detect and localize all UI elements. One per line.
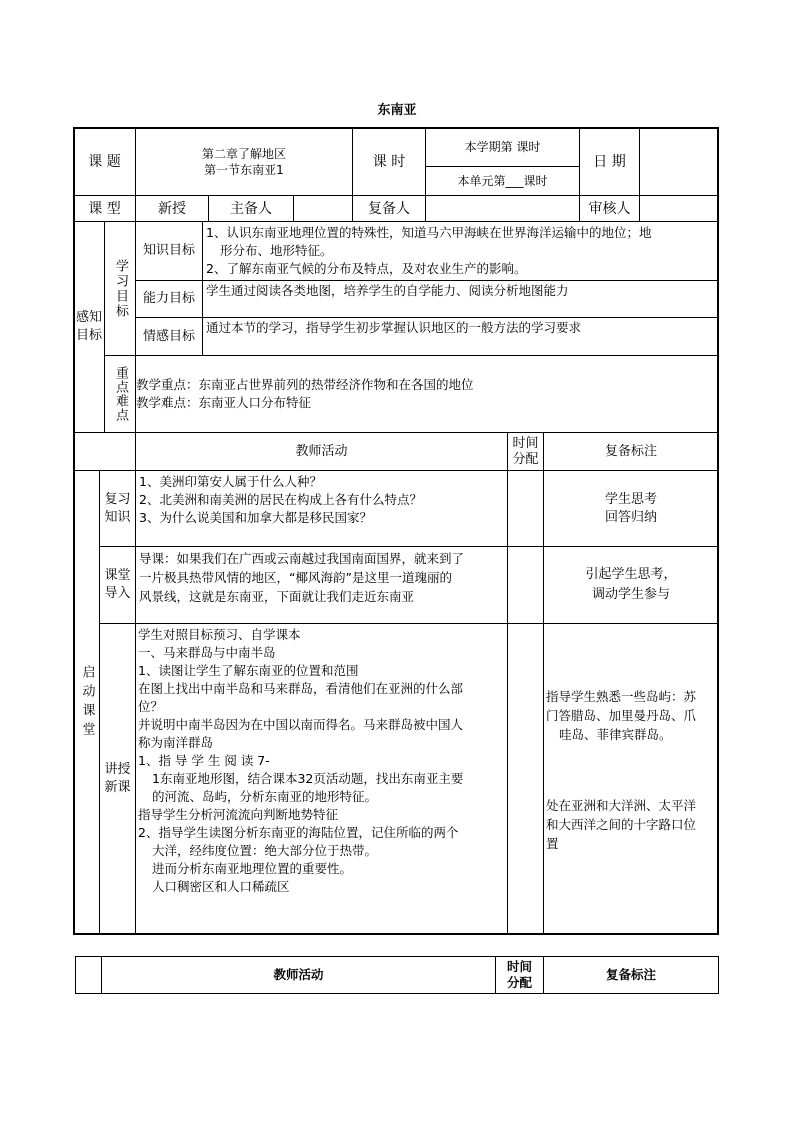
teach-line: 指导学生分析河流流向判断地势特征 [138, 807, 339, 822]
intro-time[interactable] [507, 546, 544, 624]
review-notes [543, 470, 719, 547]
teach-note2 [546, 796, 696, 853]
reviewer-value[interactable] [639, 195, 719, 222]
teach-line: 的河流、岛屿，分析东南亚的地形特征。 [152, 789, 378, 804]
footer-time-text: 时间分配 [506, 959, 532, 990]
teach-line: 并说明中南半岛因为在中国以南而得名。马来群岛被中国人 [138, 717, 464, 732]
teach-note1 [546, 687, 696, 744]
knowledge-goal-content [202, 221, 719, 281]
emotion-goal-content: 通过本节的学习，指导学生初步掌握认识地区的一般方法的学习要求 [202, 317, 719, 356]
difficult-point: 教学难点：东南亚人口分布特征 [136, 395, 312, 410]
intro-label [99, 546, 136, 624]
teach-line: 1东南亚地形图，结合课本32页活动题，找出东南亚主要 [152, 771, 464, 786]
review-label-text: 复习知识 [104, 491, 131, 525]
footer-time [495, 956, 544, 994]
activity-header-blank [73, 432, 136, 471]
footer-notes: 复备标注 [543, 956, 719, 994]
intro-line: 导课：如果我们在广西或云南越过我国南面国界，就来到了 [139, 551, 465, 566]
teach-label-text: 讲授新课 [104, 762, 131, 795]
preparer-label: 主备人 [208, 195, 294, 222]
reviewer-label: 审核人 [579, 195, 640, 222]
date-value[interactable] [639, 127, 719, 196]
goals-section-text: 感知目标 [76, 310, 103, 343]
course-title-line2: 第一节东南亚1 [204, 162, 284, 177]
footer-teacher: 教师活动 [101, 956, 496, 994]
teach-line: 一、马来群岛与中南半岛 [138, 645, 276, 660]
intro-note-line: 引起学生思考， [585, 567, 677, 582]
footer-blank [75, 956, 102, 994]
teach-notes [543, 623, 719, 935]
knowledge-goal-label: 知识目标 [135, 221, 203, 281]
type-value: 新授 [135, 195, 209, 222]
teach-note1-line: 指导学生熟悉一些岛屿：苏 [546, 689, 697, 704]
review-question: 2、北美洲和南美洲的居民在构成上各有什么特点？ [139, 492, 422, 507]
review-label [99, 470, 136, 547]
study-goals-text: 学习目标 [113, 258, 128, 319]
period-semester: 本学期第 课时 [425, 127, 580, 167]
knowledge-line: 2、了解东南亚气候的分布及特点，及对农业生产的影响。 [206, 261, 527, 276]
key-point: 教学重点：东南亚占世界前列的热带经济作物和在各国的地位 [136, 377, 474, 392]
goals-section-label [73, 221, 105, 433]
ability-goal-content: 学生通过阅读各类地图，培养学生的自学能力、阅读分析地图能力 [202, 280, 719, 318]
key-points-text: 重点难点 [113, 366, 128, 422]
course-label: 课 题 [73, 127, 136, 196]
teach-content [135, 623, 508, 935]
teach-note2-line: 和大西洋之间的十字路口位 [546, 817, 697, 832]
knowledge-line: 形分布、地形特征。 [220, 243, 333, 258]
intro-note-line: 调动学生参与 [591, 587, 670, 602]
lesson-section-label [73, 470, 100, 935]
type-label: 课 型 [73, 195, 136, 222]
activity-header-time [507, 432, 544, 471]
teach-label [99, 623, 136, 935]
ability-goal-label: 能力目标 [135, 280, 203, 318]
date-label: 日 期 [579, 127, 640, 196]
course-title-cell [135, 127, 353, 196]
teach-note1-line: 哇岛、菲律宾群岛。 [559, 727, 672, 742]
reviser-label: 复备人 [352, 195, 426, 222]
period-label: 课 时 [352, 127, 426, 196]
teach-line: 称为南洋群岛 [138, 735, 214, 750]
key-points-content [135, 355, 719, 433]
intro-label-text: 课堂导入 [104, 568, 131, 601]
knowledge-line: 1、认识东南亚地理位置的特殊性，知道马六甲海峡在世界海洋运输中的地位；地 [206, 225, 652, 240]
emotion-goal-label: 情感目标 [135, 317, 203, 356]
teach-note1-line: 门答腊岛、加里曼丹岛、爪 [546, 708, 697, 723]
key-points-label [104, 355, 136, 433]
activity-header-teacher: 教师活动 [135, 432, 508, 471]
activity-header-time-text: 时间分配 [512, 435, 539, 467]
course-title-line1: 第二章了解地区 [201, 146, 286, 161]
activity-header-notes: 复备标注 [543, 432, 719, 471]
preparer-value[interactable] [293, 195, 353, 222]
teach-time[interactable] [507, 623, 544, 935]
teach-line: 2、指导学生读图分析东南亚的海陆位置，记住所临的两个 [138, 825, 459, 840]
review-question: 3、为什么说美国和加拿大都是移民国家？ [139, 510, 372, 525]
review-question: 1、美洲印第安人属于什么人种？ [139, 474, 322, 489]
teach-line: 1、读图让学生了解东南亚的位置和范围 [138, 663, 359, 678]
teach-line: 位？ [138, 699, 164, 714]
review-time[interactable] [507, 470, 544, 547]
teach-line: 在图上找出中南半岛和马来群岛，看清他们在亚洲的什么部 [138, 681, 464, 696]
teach-note2-line: 置 [546, 836, 559, 851]
period-unit: 本单元第___课时 [425, 166, 580, 196]
review-note-line: 学生思考 [604, 491, 657, 507]
teach-line: 1、指 导 学 生 阅 读 7- [138, 753, 270, 768]
reviser-value[interactable] [425, 195, 580, 222]
intro-line: 风景线，这就是东南亚，下面就让我们走近东南亚 [139, 589, 415, 604]
review-note-line: 回答归纳 [604, 509, 657, 525]
intro-line: 一片极具热带风情的地区，“椰风海韵”是这里一道瑰丽的 [139, 570, 452, 585]
lesson-section-text: 启动课堂 [79, 664, 95, 741]
intro-notes [543, 546, 719, 624]
intro-content [135, 546, 508, 624]
page-title: 东南亚 [377, 103, 417, 118]
teach-line: 人口稠密区和人口稀疏区 [152, 879, 290, 894]
review-content [135, 470, 508, 547]
teach-line: 进而分析东南亚地理位置的重要性。 [152, 861, 353, 876]
teach-line: 学生对照目标预习、自学课本 [138, 627, 301, 642]
teach-line: 大洋，经纬度位置：绝大部分位于热带。 [152, 843, 378, 858]
study-goals-label [104, 221, 136, 356]
teach-note2-line: 处在亚洲和大洋洲、太平洋 [546, 798, 697, 813]
